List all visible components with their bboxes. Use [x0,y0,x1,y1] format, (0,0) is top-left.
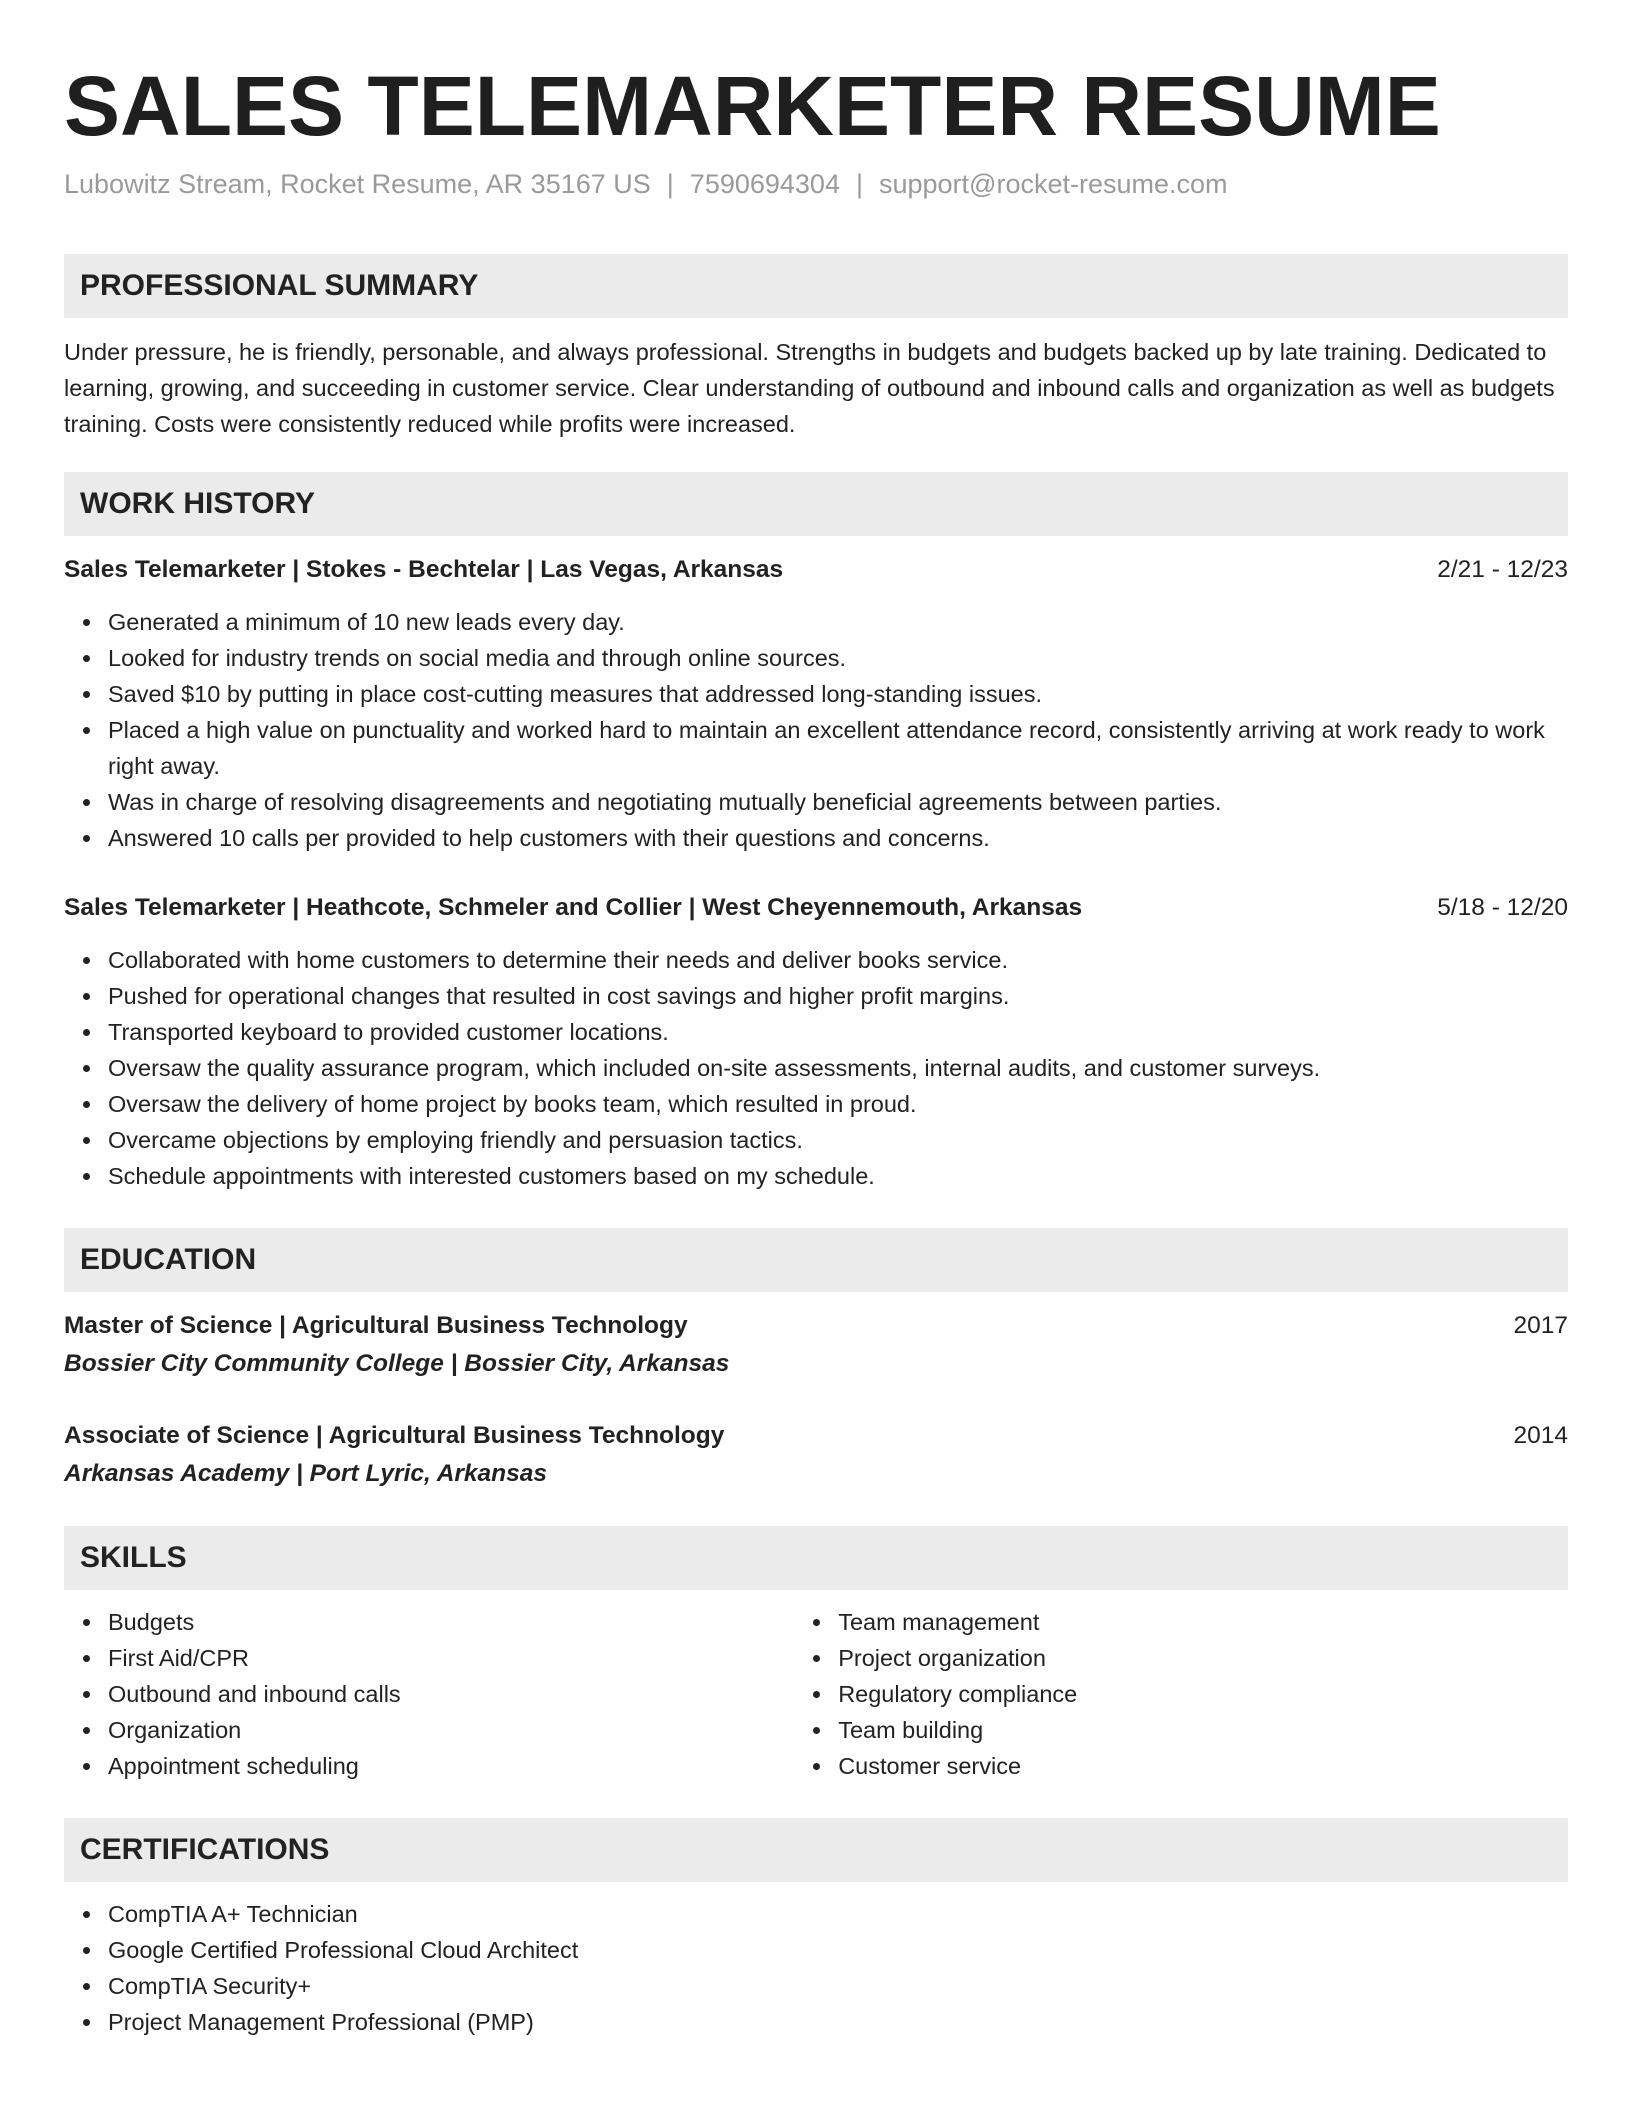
education-year: 2014 [1513,1422,1568,1449]
section-header-summary: PROFESSIONAL SUMMARY [64,254,1568,318]
job-header [64,552,1568,588]
list-item: Budgets [108,1604,794,1640]
job-heading: Sales Telemarketer | Stokes - Bechtelar | Las Vegas, Arkansas [64,556,784,583]
list-item: Organization [108,1712,794,1748]
list-item: Customer service [838,1748,1568,1784]
education-degree: Master of Science | Agricultural Business Technology [64,1312,688,1339]
list-item: Project organization [838,1640,1568,1676]
contact-line [64,166,1568,202]
list-item: Oversaw the delivery of home project by books team, which resulted in proud. [108,1086,1568,1122]
job-heading: Sales Telemarketer | Heathcote, Schmeler and Collier | West Cheyennemouth, Arkansas [64,894,1083,921]
list-item: Was in charge of resolving disagreements and negotiating mutually beneficial agreements between parties. [108,784,1568,820]
education-degree: Associate of Science | Agricultural Business Technology [64,1422,725,1449]
list-item: Answered 10 calls per provided to help customers with their questions and concerns. [108,820,1568,856]
contact-separator: | [666,169,674,199]
list-item: Collaborated with home customers to determine their needs and deliver books service. [108,942,1568,978]
job-entry [64,552,1568,856]
list-item: Transported keyboard to provided customer locations. [108,1014,1568,1050]
list-item: First Aid/CPR [108,1640,794,1676]
contact-separator: | [855,169,863,199]
list-item: Saved $10 by putting in place cost-cutting measures that addressed long-standing issues. [108,676,1568,712]
section-header-skills: SKILLS [64,1526,1568,1590]
list-item: Pushed for operational changes that resulted in cost savings and higher profit margins. [108,978,1568,1014]
list-item: CompTIA Security+ [108,1968,1568,2004]
list-item: Regulatory compliance [838,1676,1568,1712]
job-header [64,890,1568,926]
job-dates: 5/18 - 12/20 [1437,894,1568,921]
education-school: Arkansas Academy | Port Lyric, Arkansas [64,1460,548,1487]
list-item: CompTIA A+ Technician [108,1896,1568,1932]
list-item: Placed a high value on punctuality and worked hard to maintain an excellent attendance record, consistently arriving at work ready to work right away. [108,712,1568,784]
certifications-list [64,1896,1568,2040]
skills-list-left [64,1604,794,1784]
job-bullet-list [64,604,1568,856]
list-item: Google Certified Professional Cloud Architect [108,1932,1568,1968]
list-item: Project Management Professional (PMP) [108,2004,1568,2040]
list-item: Team building [838,1712,1568,1748]
education-entry [64,1308,1568,1382]
education-header [64,1308,1568,1344]
list-item: Schedule appointments with interested customers based on my schedule. [108,1158,1568,1194]
education-year: 2017 [1513,1312,1568,1339]
contact-email: support@rocket-resume.com [878,169,1228,199]
list-item: Looked for industry trends on social media and through online sources. [108,640,1568,676]
list-item: Outbound and inbound calls [108,1676,794,1712]
job-bullet-list [64,942,1568,1194]
education-entry [64,1418,1568,1492]
education-header [64,1418,1568,1454]
section-header-work-history: WORK HISTORY [64,472,1568,536]
skills-list-right [794,1604,1568,1784]
summary-text: Under pressure, he is friendly, personable, and always professional. Strengths in budgets and budgets backed up by late training. Dedicated to learning, growing, and succeeding in customer service. Clear understanding of outbound and inbound calls and organization as well as budgets training. Costs were consistently reduced while profits were increased. [64,339,1555,437]
resume-title: SALES TELEMARKETER RESUME [64,59,1441,153]
section-header-certifications: CERTIFICATIONS [64,1818,1568,1882]
contact-address: Lubowitz Stream, Rocket Resume, AR 35167 US [64,169,651,199]
skills-columns [64,1604,1568,1784]
job-dates: 2/21 - 12/23 [1437,556,1568,583]
list-item: Appointment scheduling [108,1748,794,1784]
list-item: Team management [838,1604,1568,1640]
education-school: Bossier City Community College | Bossier City, Arkansas [64,1350,730,1377]
list-item: Oversaw the quality assurance program, which included on-site assessments, internal audits, and customer surveys. [108,1050,1568,1086]
section-header-education: EDUCATION [64,1228,1568,1292]
job-entry [64,890,1568,1194]
list-item: Overcame objections by employing friendly and persuasion tactics. [108,1122,1568,1158]
contact-phone: 7590694304 [689,169,840,199]
list-item: Generated a minimum of 10 new leads every day. [108,604,1568,640]
